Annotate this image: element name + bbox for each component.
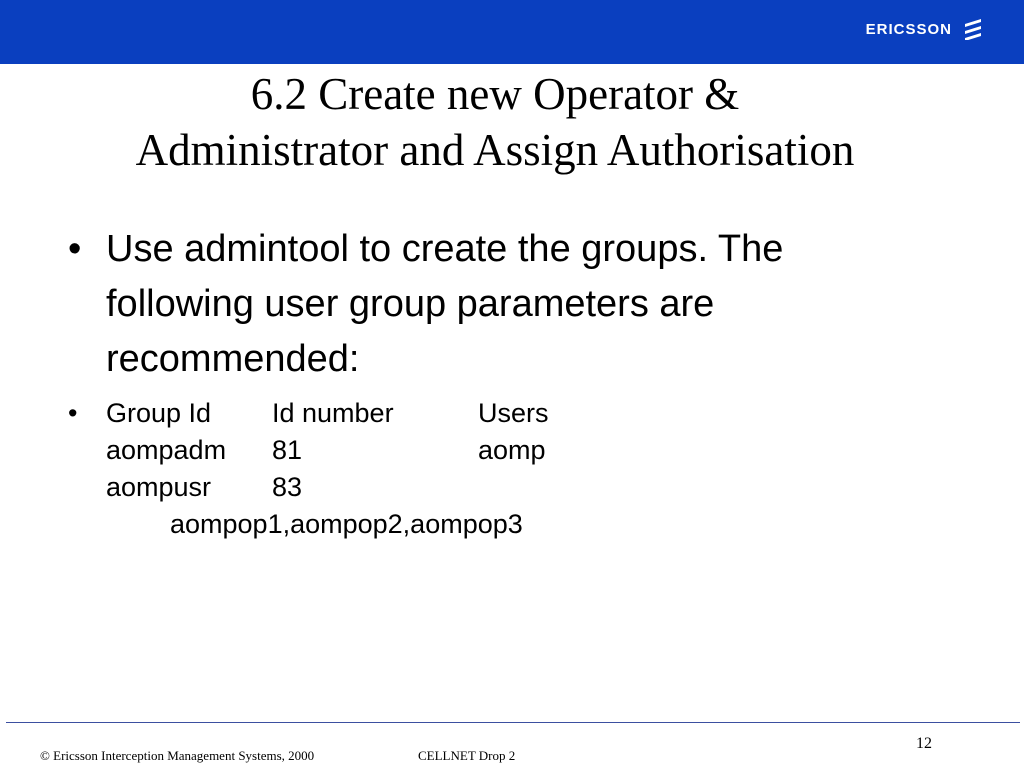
table-cell-id-number: 81: [272, 435, 303, 465]
bullet-main-line-2: following user group parameters are: [106, 283, 715, 325]
table-cell-users: [478, 469, 678, 506]
bullet-main: [68, 222, 968, 387]
table-header-users: Users: [478, 398, 549, 428]
footer-divider: [6, 722, 1020, 723]
slide-title-line-2: Administrator and Assign Authorisation: [135, 125, 855, 175]
table-header-id-number: Id number: [272, 398, 394, 428]
bullet-group-table: [68, 395, 968, 543]
bullet-marker: •: [68, 398, 78, 428]
table-header-row: [106, 395, 968, 432]
table-cell-group-id: aompadm: [106, 435, 227, 465]
brand-name: ERICSSON: [865, 20, 952, 38]
bullet-main-line-3: recommended:: [106, 338, 360, 380]
table-row: [106, 432, 968, 469]
table-cell-group-id: aompusr: [106, 472, 212, 502]
bullet-list: [68, 222, 968, 543]
footer-document-name: CELLNET Drop 2: [418, 748, 516, 763]
ericsson-mark-icon: [962, 18, 984, 40]
table-users-continuation: aompop1,aompop2,aompop3: [170, 509, 523, 539]
bullet-main-line-1: Use admintool to create the groups. The: [106, 228, 784, 270]
slide-title: [0, 66, 990, 178]
footer-copyright: © Ericsson Interception Management Systems, 2000: [40, 748, 315, 763]
bullet-marker: •: [68, 228, 82, 270]
table-cell-id-number: 83: [272, 472, 303, 502]
table-header-group-id: Group Id: [106, 398, 212, 428]
table-row: [106, 469, 968, 506]
page-number: 12: [916, 735, 932, 752]
header-bar: [0, 0, 1024, 64]
table-cell-users: aomp: [478, 435, 546, 465]
slide-title-line-1: 6.2 Create new Operator &: [250, 69, 740, 119]
ericsson-logo: [866, 18, 984, 40]
